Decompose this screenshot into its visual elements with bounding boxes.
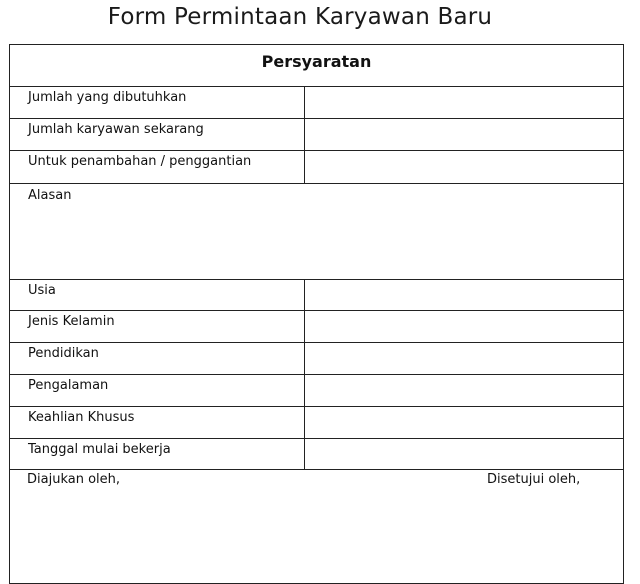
field-input-penambahan-penggantian[interactable] [304,150,624,184]
field-label-keahlian-khusus: Keahlian Khusus [9,406,305,439]
form-title: Form Permintaan Karyawan Baru [107,4,493,30]
field-input-pengalaman[interactable] [304,374,624,407]
field-input-pendidikan[interactable] [304,342,624,375]
field-label-usia: Usia [9,279,305,311]
field-label-pengalaman: Pengalaman [9,374,305,407]
field-input-jumlah-dibutuhkan[interactable] [304,86,624,119]
field-label-pendidikan: Pendidikan [9,342,305,375]
field-label-jumlah-karyawan-sekarang: Jumlah karyawan sekarang [9,118,305,151]
reason-field[interactable] [9,183,624,280]
field-input-jenis-kelamin[interactable] [304,310,624,343]
field-label-penambahan-penggantian: Untuk penambahan / penggantian [9,150,305,184]
submitted-by-label: Diajukan oleh, [27,472,121,487]
reason-label: Alasan [28,188,72,203]
field-input-tanggal-mulai[interactable] [304,438,624,470]
field-input-keahlian-khusus[interactable] [304,406,624,439]
field-label-tanggal-mulai: Tanggal mulai bekerja [9,438,305,470]
field-input-jumlah-karyawan-sekarang[interactable] [304,118,624,151]
field-label-jenis-kelamin: Jenis Kelamin [9,310,305,343]
field-input-usia[interactable] [304,279,624,311]
field-label-jumlah-dibutuhkan: Jumlah yang dibutuhkan [9,86,305,119]
section-header: Persyaratan [9,44,624,87]
approved-by-label: Disetujui oleh, [487,472,581,487]
